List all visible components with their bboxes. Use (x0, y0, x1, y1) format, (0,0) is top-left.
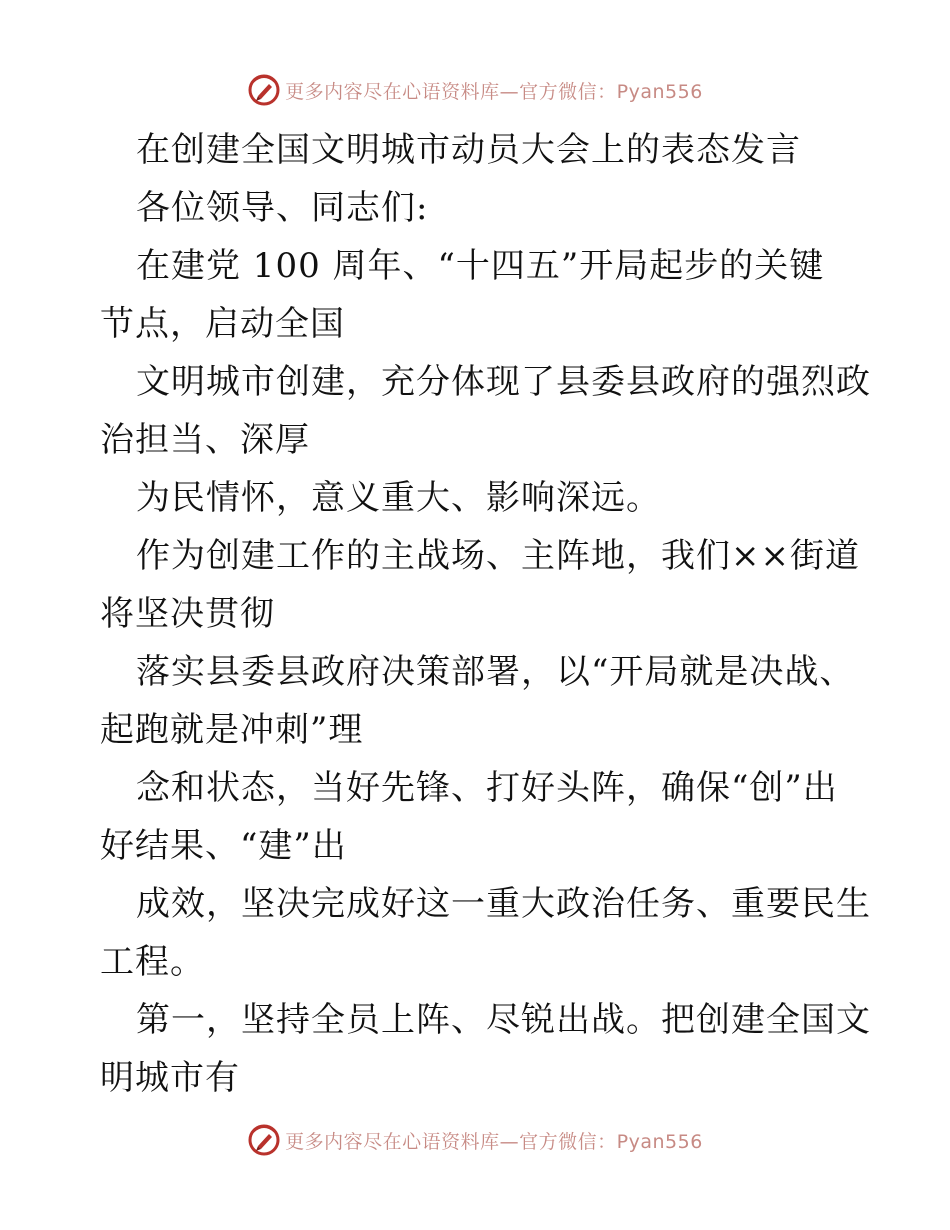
footer-watermark (0, 1120, 950, 1160)
paragraph-line: 明城市有 (100, 1058, 240, 1098)
paragraph-line: 念和状态，当好先锋、打好头阵，确保“创”出 (136, 768, 838, 808)
paragraph-line: 好结果、“建”出 (100, 826, 347, 866)
paragraph-line: 作为创建工作的主战场、主阵地，我们××街道 (136, 536, 860, 576)
paragraph-line: 落实县委县政府决策部署，以“开局就是决战、 (136, 652, 855, 692)
paragraph-line: 将坚决贯彻 (100, 594, 275, 634)
pen-nib-circle-logo-icon (247, 1123, 281, 1157)
paragraph-line: 在建党 100 周年、“十四五”开局起步的关键 (136, 246, 825, 286)
paragraph-line: 第一，坚持全员上阵、尽锐出战。把创建全国文 (136, 1000, 871, 1040)
pen-nib-circle-logo-icon (247, 73, 281, 107)
document-title: 在创建全国文明城市动员大会上的表态发言 (136, 130, 801, 170)
paragraph-line: 工程。 (100, 942, 205, 982)
paragraph-line: 文明城市创建，充分体现了县委县政府的强烈政 (136, 362, 871, 402)
paragraph-line: 为民情怀，意义重大、影响深远。 (136, 478, 661, 518)
paragraph-line: 治担当、深厚 (100, 420, 310, 460)
header-watermark (0, 70, 950, 110)
salutation: 各位领导、同志们: (136, 188, 429, 228)
watermark-text: 更多内容尽在心语资料库—官方微信：Pyan556 (285, 1130, 703, 1153)
paragraph-line: 节点，启动全国 (100, 304, 345, 344)
paragraph-line: 起跑就是冲刺”理 (100, 710, 364, 750)
paragraph-line: 成效，坚决完成好这一重大政治任务、重要民生 (136, 884, 871, 924)
document-body (100, 121, 871, 1107)
watermark-text: 更多内容尽在心语资料库—官方微信：Pyan556 (285, 80, 703, 103)
